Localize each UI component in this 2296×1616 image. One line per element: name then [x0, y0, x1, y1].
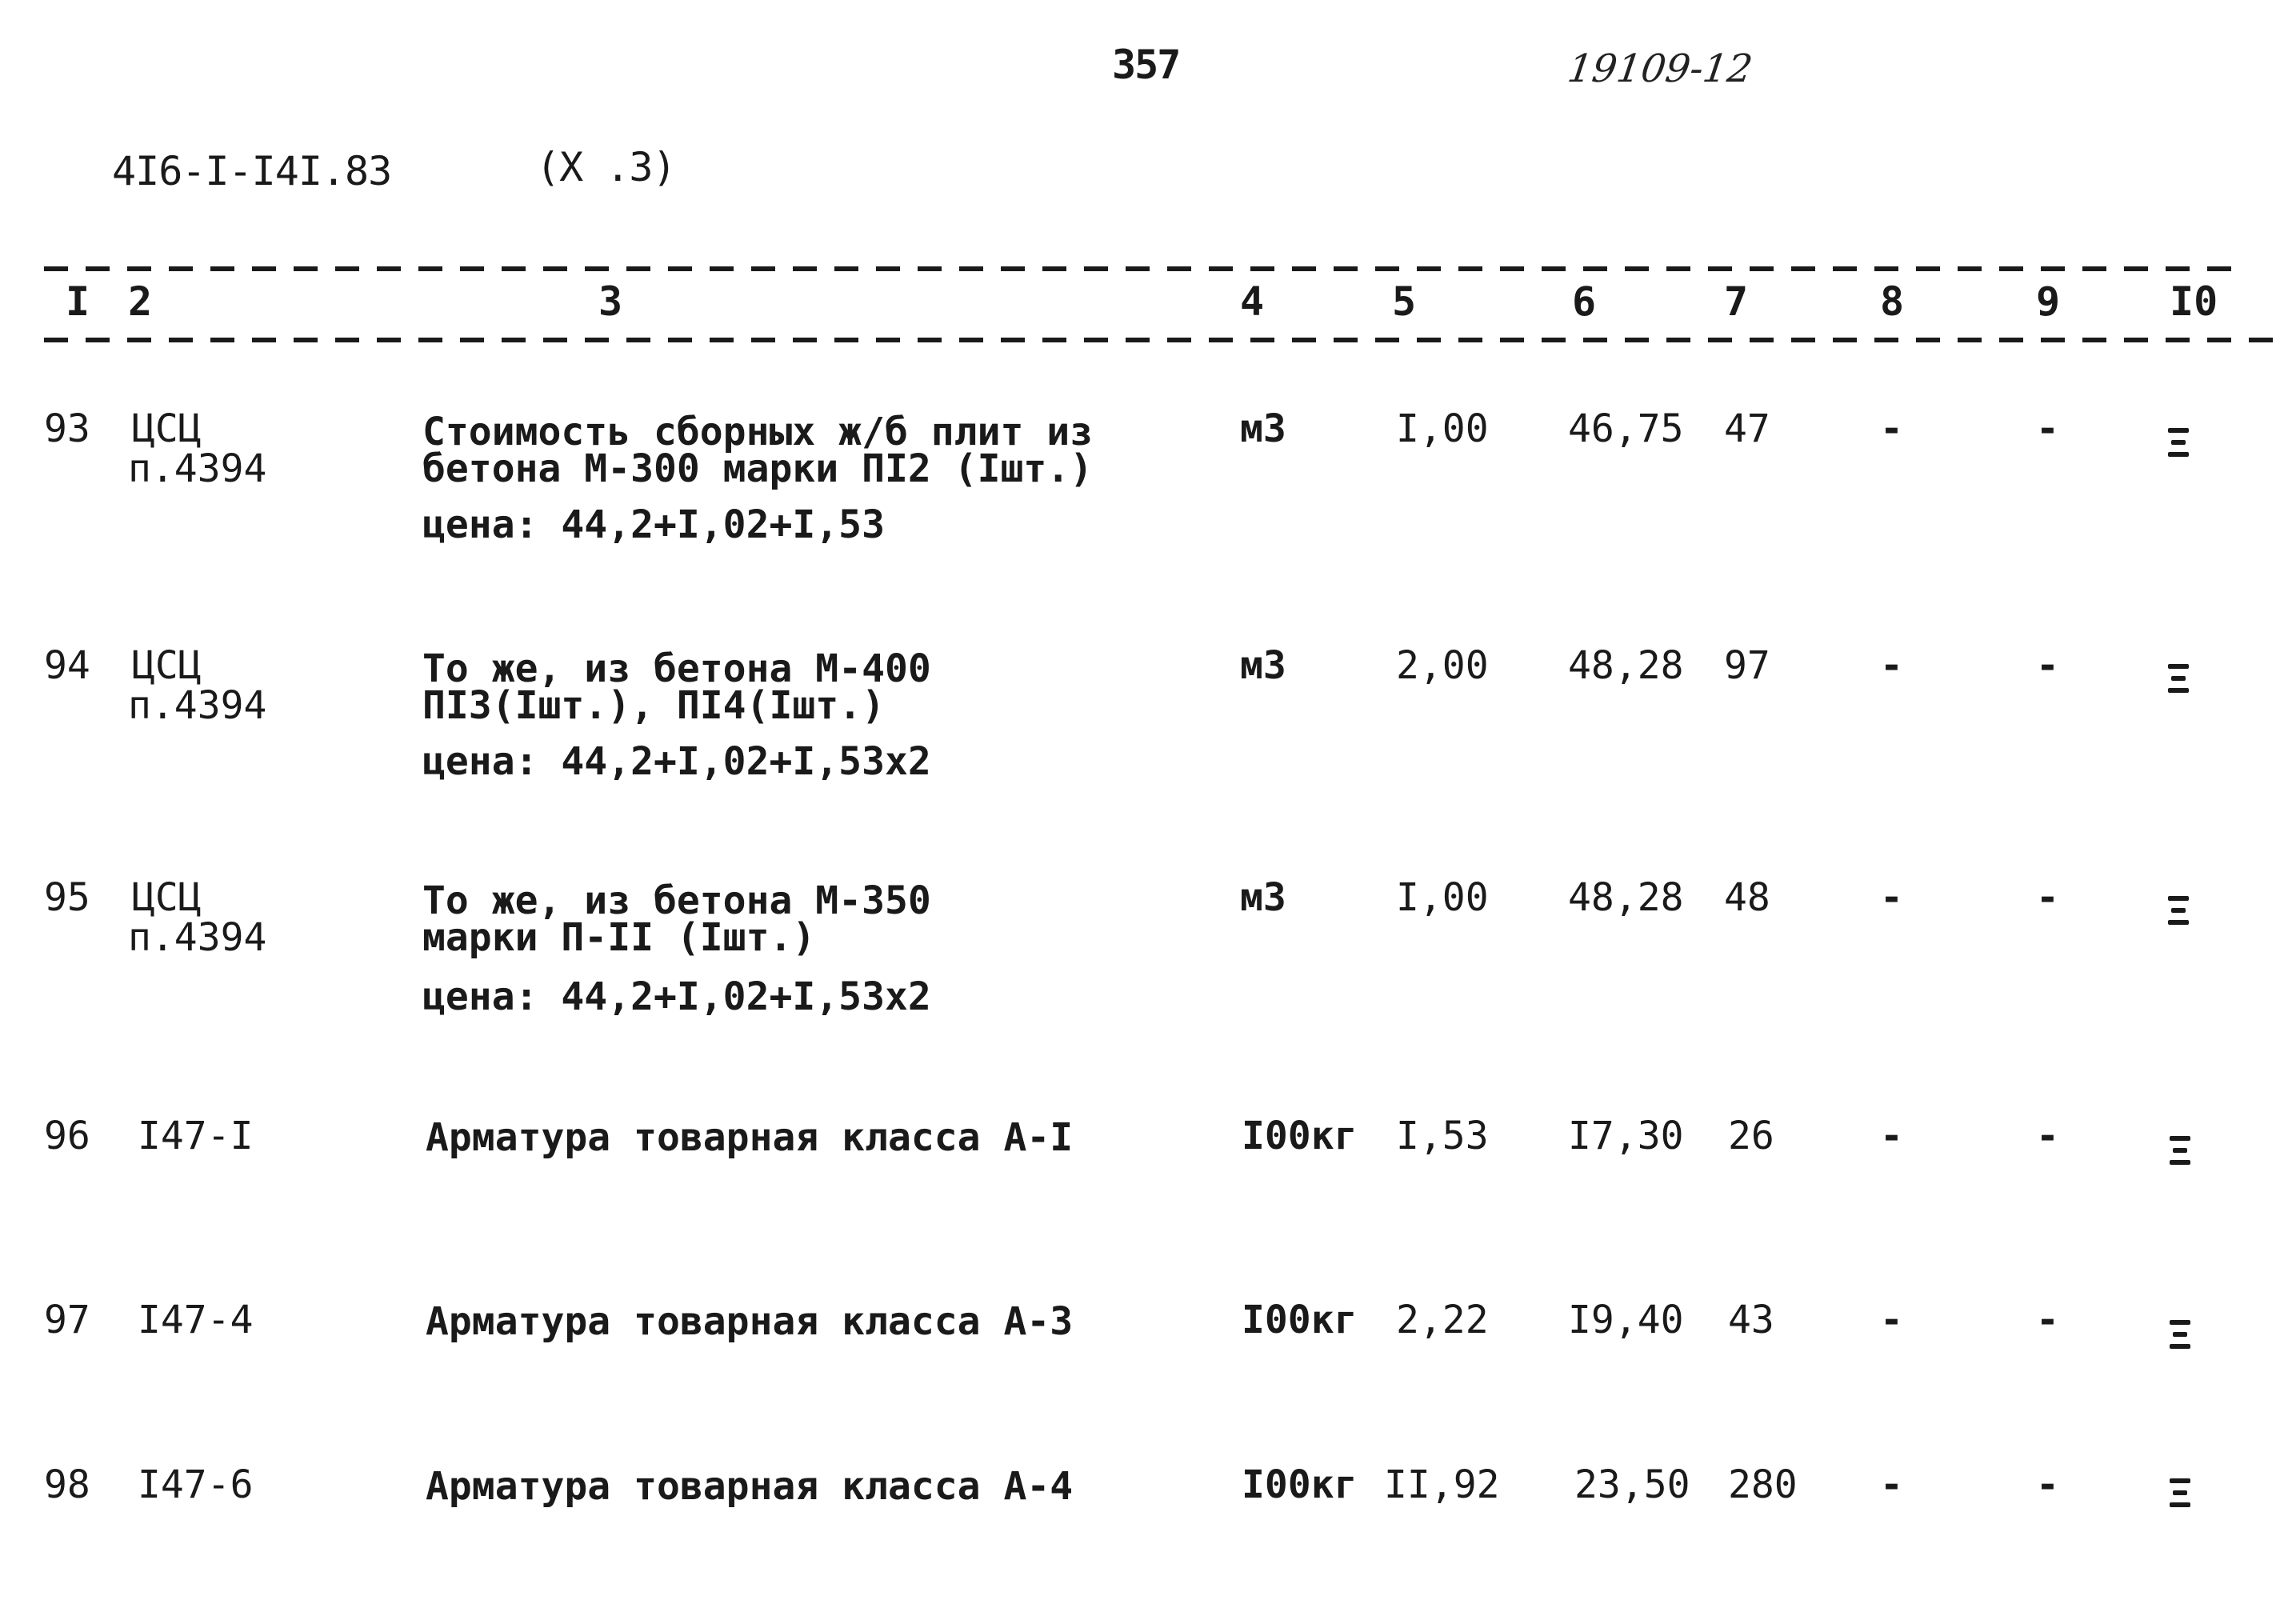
item-description: Арматура товарная класса А-4 [426, 1464, 1074, 1509]
total-cost: 48 [1724, 875, 1770, 920]
item-code-line2: п.4394 [128, 683, 267, 728]
unit: I00кг [1242, 1114, 1358, 1158]
price-note: цена: 44,2+I,02+I,53x2 [422, 739, 931, 784]
column-10-mark [2170, 1478, 2190, 1507]
column-10-mark [2168, 896, 2189, 925]
item-description-line1: То же, из бетона М-400 [422, 646, 931, 691]
item-description: Арматура товарная класса А-3 [426, 1299, 1074, 1344]
item-description-line2: бетона М-300 марки ПI2 (Iшт.) [422, 446, 1094, 491]
quantity: II,92 [1384, 1462, 1500, 1507]
header-rule-bottom [44, 338, 2284, 342]
handwritten-code: 19109-12 [1565, 46, 1755, 91]
column-8-value: - [1880, 875, 1903, 920]
quantity: I,53 [1396, 1114, 1489, 1158]
price-note: цена: 44,2+I,02+I,53 [422, 502, 885, 547]
item-description-line2: ПI3(Iшт.), ПI4(Iшт.) [422, 683, 885, 728]
unit: м3 [1240, 643, 1286, 688]
column-9-value: - [2036, 875, 2059, 920]
item-description: Арматура товарная класса А-I [426, 1115, 1074, 1160]
column-9-value: - [2036, 1298, 2059, 1342]
column-9-value: - [2036, 1114, 2059, 1158]
total-cost: 47 [1724, 406, 1770, 451]
column-10-mark [2168, 664, 2189, 693]
column-header-3: 3 [598, 278, 623, 325]
row-number: 95 [44, 875, 90, 920]
item-description-line1: То же, из бетона М-350 [422, 878, 931, 923]
item-code-line1: ЦСЦ [132, 406, 202, 451]
item-code-line2: п.4394 [128, 915, 267, 960]
row-number: 93 [44, 406, 90, 451]
column-8-value: - [1880, 643, 1903, 688]
column-header-6: 6 [1572, 278, 1597, 325]
unit-price: 23,50 [1574, 1462, 1690, 1507]
unit: м3 [1240, 406, 1286, 451]
quantity: I,00 [1396, 406, 1489, 451]
column-10-mark [2168, 428, 2189, 457]
document-code: 4I6-I-I4I.83 [112, 148, 392, 194]
row-number: 97 [44, 1298, 90, 1342]
column-8-value: - [1880, 1114, 1903, 1158]
item-description-line1: Стоимость сборных ж/б плит из [422, 410, 1094, 454]
column-9-value: - [2036, 1462, 2059, 1507]
item-code-line1: ЦСЦ [132, 643, 202, 688]
total-cost: 280 [1728, 1462, 1798, 1507]
quantity: I,00 [1396, 875, 1489, 920]
column-9-value: - [2036, 406, 2059, 451]
column-header-9: 9 [2036, 278, 2061, 325]
page-number: 357 [1112, 42, 1180, 88]
column-8-value: - [1880, 406, 1903, 451]
unit: I00кг [1242, 1298, 1358, 1342]
unit-price: 48,28 [1568, 875, 1684, 920]
column-header-10: I0 [2170, 278, 2218, 325]
item-description-line2: марки П-II (Iшт.) [422, 915, 816, 960]
column-header-5: 5 [1392, 278, 1417, 325]
column-header-2: 2 [128, 278, 153, 325]
price-note: цена: 44,2+I,02+I,53x2 [422, 974, 931, 1019]
unit-price: I9,40 [1568, 1298, 1684, 1342]
unit-price: 48,28 [1568, 643, 1684, 688]
item-code-line2: п.4394 [128, 446, 267, 491]
column-header-7: 7 [1724, 278, 1749, 325]
column-header-8: 8 [1880, 278, 1905, 325]
quantity: 2,22 [1396, 1298, 1489, 1342]
quantity: 2,00 [1396, 643, 1489, 688]
item-code: I47-6 [138, 1462, 254, 1507]
column-10-mark [2170, 1320, 2190, 1349]
column-header-1: I [66, 278, 90, 325]
row-number: 98 [44, 1462, 90, 1507]
column-header-4: 4 [1240, 278, 1265, 325]
column-8-value: - [1880, 1462, 1903, 1507]
item-code: I47-4 [138, 1298, 254, 1342]
column-9-value: - [2036, 643, 2059, 688]
section-reference: (X .3) [536, 144, 676, 190]
unit-price: I7,30 [1568, 1114, 1684, 1158]
item-code: I47-I [138, 1114, 254, 1158]
column-10-mark [2170, 1136, 2190, 1165]
total-cost: 43 [1728, 1298, 1774, 1342]
total-cost: 26 [1728, 1114, 1774, 1158]
total-cost: 97 [1724, 643, 1770, 688]
column-8-value: - [1880, 1298, 1903, 1342]
unit: I00кг [1242, 1462, 1358, 1507]
row-number: 96 [44, 1114, 90, 1158]
row-number: 94 [44, 643, 90, 688]
header-rule-top [44, 266, 2244, 271]
unit: м3 [1240, 875, 1286, 920]
item-code-line1: ЦСЦ [132, 875, 202, 920]
unit-price: 46,75 [1568, 406, 1684, 451]
